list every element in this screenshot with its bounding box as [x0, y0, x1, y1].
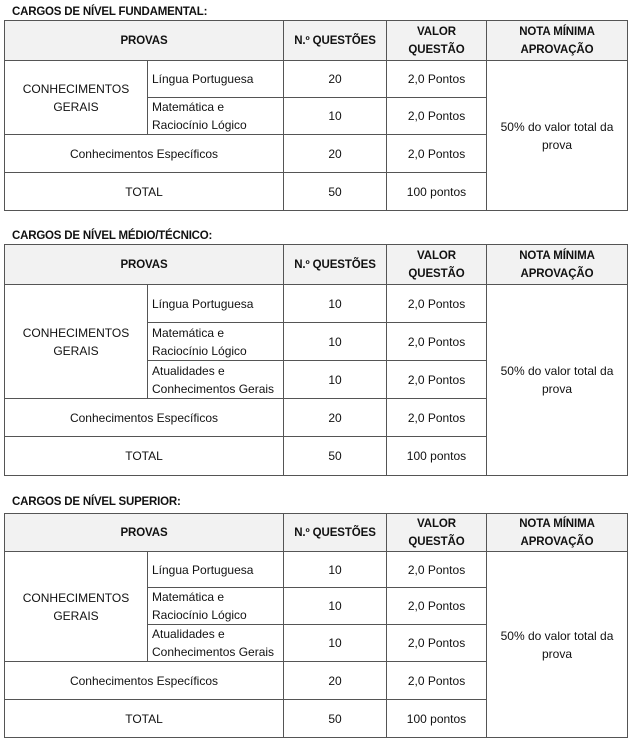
section-title: CARGOS DE NÍVEL SUPERIOR:	[12, 496, 181, 508]
table-header-row	[5, 245, 628, 285]
total-questoes: 50	[284, 700, 387, 738]
header-provas: PROVAS	[5, 514, 284, 552]
subject-cell: Matemática e Raciocínio Lógico	[148, 98, 284, 135]
subject-cell: Língua Portuguesa	[148, 61, 284, 98]
header-questoes: N.º QUESTÕES	[284, 21, 387, 61]
total-label: TOTAL	[5, 700, 284, 738]
questoes-cell: 10	[284, 552, 387, 588]
especificos-cell: Conhecimentos Específicos	[5, 662, 284, 700]
valor-cell: 2,0 Pontos	[387, 98, 487, 135]
nota-minima-cell: 50% do valor total da prova	[487, 285, 628, 476]
questoes-cell: 20	[284, 662, 387, 700]
valor-cell: 2,0 Pontos	[387, 588, 487, 625]
section-title: CARGOS DE NÍVEL MÉDIO/TÉCNICO:	[12, 230, 213, 242]
questoes-cell: 20	[284, 135, 387, 173]
header-valor: VALOR QUESTÃO	[387, 245, 487, 285]
conhecimentos-gerais-cell: CONHECIMENTOS GERAIS	[5, 552, 148, 662]
table-header-row	[5, 514, 628, 552]
valor-cell: 2,0 Pontos	[387, 361, 487, 399]
exam-table-superior	[4, 513, 628, 738]
subject-cell: Matemática e Raciocínio Lógico	[148, 588, 284, 625]
nota-minima-cell: 50% do valor total da prova	[487, 61, 628, 211]
especificos-cell: Conhecimentos Específicos	[5, 135, 284, 173]
header-nota: NOTA MÍNIMA APROVAÇÃO	[487, 514, 628, 552]
especificos-cell: Conhecimentos Específicos	[5, 399, 284, 437]
conhecimentos-gerais-cell: CONHECIMENTOS GERAIS	[5, 285, 148, 399]
valor-cell: 2,0 Pontos	[387, 399, 487, 437]
conhecimentos-gerais-cell: CONHECIMENTOS GERAIS	[5, 61, 148, 135]
header-questoes: N.º QUESTÕES	[284, 245, 387, 285]
questoes-cell: 10	[284, 588, 387, 625]
subject-cell: Língua Portuguesa	[148, 552, 284, 588]
total-questoes: 50	[284, 437, 387, 476]
questoes-cell: 20	[284, 61, 387, 98]
valor-cell: 2,0 Pontos	[387, 135, 487, 173]
subject-cell: Atualidades e Conhecimentos Gerais	[148, 361, 284, 399]
header-nota: NOTA MÍNIMA APROVAÇÃO	[487, 21, 628, 61]
questoes-cell: 10	[284, 625, 387, 662]
header-provas: PROVAS	[5, 21, 284, 61]
table-row	[5, 552, 628, 588]
valor-cell: 2,0 Pontos	[387, 323, 487, 361]
exam-table-medio	[4, 244, 628, 476]
questoes-cell: 10	[284, 98, 387, 135]
table-header-row	[5, 21, 628, 61]
total-valor: 100 pontos	[387, 173, 487, 211]
header-questoes: N.º QUESTÕES	[284, 514, 387, 552]
nota-minima-cell: 50% do valor total da prova	[487, 552, 628, 738]
total-label: TOTAL	[5, 437, 284, 476]
questoes-cell: 10	[284, 285, 387, 323]
subject-cell: Atualidades e Conhecimentos Gerais	[148, 625, 284, 662]
total-label: TOTAL	[5, 173, 284, 211]
header-provas: PROVAS	[5, 245, 284, 285]
exam-table-fundamental	[4, 20, 628, 211]
header-valor: VALOR QUESTÃO	[387, 514, 487, 552]
valor-cell: 2,0 Pontos	[387, 662, 487, 700]
questoes-cell: 10	[284, 323, 387, 361]
table-row	[5, 285, 628, 323]
valor-cell: 2,0 Pontos	[387, 552, 487, 588]
header-nota: NOTA MÍNIMA APROVAÇÃO	[487, 245, 628, 285]
table-row	[5, 61, 628, 98]
total-valor: 100 pontos	[387, 437, 487, 476]
total-valor: 100 pontos	[387, 700, 487, 738]
total-questoes: 50	[284, 173, 387, 211]
subject-cell: Língua Portuguesa	[148, 285, 284, 323]
valor-cell: 2,0 Pontos	[387, 61, 487, 98]
valor-cell: 2,0 Pontos	[387, 285, 487, 323]
valor-cell: 2,0 Pontos	[387, 625, 487, 662]
subject-cell: Matemática e Raciocínio Lógico	[148, 323, 284, 361]
section-title: CARGOS DE NÍVEL FUNDAMENTAL:	[12, 6, 208, 18]
questoes-cell: 10	[284, 361, 387, 399]
header-valor: VALOR QUESTÃO	[387, 21, 487, 61]
questoes-cell: 20	[284, 399, 387, 437]
